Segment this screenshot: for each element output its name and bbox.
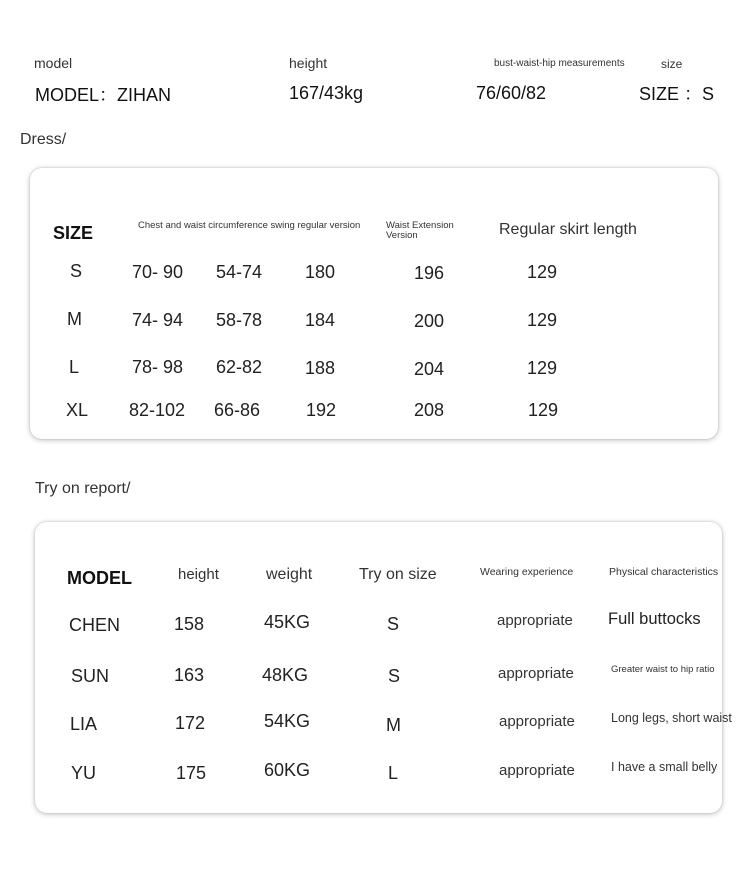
dress-section-title: Dress/ (20, 131, 67, 148)
row-model: YU (71, 763, 97, 783)
row-physical: Long legs, short waist (611, 711, 732, 725)
row-size: L (69, 357, 80, 377)
header-experience: Wearing experience (480, 566, 574, 578)
row-model: SUN (71, 666, 110, 686)
model-value: MODEL：ZIHAN (35, 85, 172, 105)
row-length: 129 (527, 358, 558, 378)
row-weight: 60KG (264, 760, 311, 780)
row-chest: 82-102 (129, 400, 186, 420)
row-swing: 188 (305, 358, 336, 378)
model-label: model (34, 55, 73, 71)
row-waist: 62-82 (216, 357, 263, 377)
row-length: 129 (527, 262, 558, 282)
row-chest: 78- 98 (132, 357, 184, 377)
row-weight: 48KG (262, 665, 309, 685)
row-chest: 74- 94 (132, 310, 184, 330)
row-waist: 58-78 (216, 310, 263, 330)
size-label: size (661, 57, 683, 71)
row-physical: I have a small belly (611, 760, 718, 774)
measurements-label: bust-waist-hip measurements (494, 58, 625, 69)
row-waist: 66-86 (214, 400, 261, 420)
row-length: 129 (528, 400, 559, 420)
row-size: M (67, 309, 82, 329)
header-weight: weight (266, 566, 313, 583)
row-swing: 192 (306, 400, 337, 420)
header-size: SIZE (53, 223, 94, 243)
row-size: S (387, 614, 400, 634)
row-size: S (388, 666, 401, 686)
dress-size-table (30, 168, 718, 439)
row-ext: 196 (414, 263, 445, 283)
row-ext: 208 (414, 400, 445, 420)
row-model: LIA (70, 714, 98, 734)
row-weight: 45KG (264, 612, 311, 632)
row-height: 172 (175, 713, 206, 733)
height-label: height (289, 55, 328, 71)
header-model: MODEL (67, 568, 132, 588)
tryon-report-table (35, 522, 732, 813)
row-swing: 184 (305, 310, 336, 330)
row-size: L (388, 763, 399, 783)
row-chest: 70- 90 (132, 262, 184, 282)
row-height: 163 (174, 665, 205, 685)
row-physical: Full buttocks (608, 610, 701, 628)
row-height: 158 (174, 614, 205, 634)
header-physical: Physical characteristics (609, 566, 719, 578)
row-ext: 204 (414, 359, 445, 379)
header-waist-extension: Waist Extension Version (386, 220, 454, 241)
row-length: 129 (527, 310, 558, 330)
header-chest-waist: Chest and waist circumference swing regular version (138, 220, 361, 231)
tryon-section-title: Try on report/ (35, 480, 131, 497)
row-weight: 54KG (264, 711, 311, 731)
height-value: 167/43kg (289, 83, 364, 103)
row-size: M (386, 715, 401, 735)
row-experience: appropriate (497, 612, 573, 629)
row-ext: 200 (414, 311, 445, 331)
row-waist: 54-74 (216, 262, 263, 282)
row-experience: appropriate (499, 713, 575, 730)
row-size: XL (66, 400, 89, 420)
row-experience: appropriate (498, 665, 574, 682)
header-height: height (178, 566, 219, 583)
measurements-value: 76/60/82 (476, 83, 547, 103)
row-height: 175 (176, 763, 207, 783)
row-model: CHEN (69, 615, 121, 635)
row-experience: appropriate (499, 762, 575, 779)
header-try-size: Try on size (359, 566, 437, 583)
header-skirt-length: Regular skirt length (499, 221, 637, 238)
row-swing: 180 (305, 262, 336, 282)
size-value: SIZE ：S (639, 84, 715, 104)
row-physical: Greater waist to hip ratio (611, 664, 715, 675)
row-size: S (70, 261, 83, 281)
